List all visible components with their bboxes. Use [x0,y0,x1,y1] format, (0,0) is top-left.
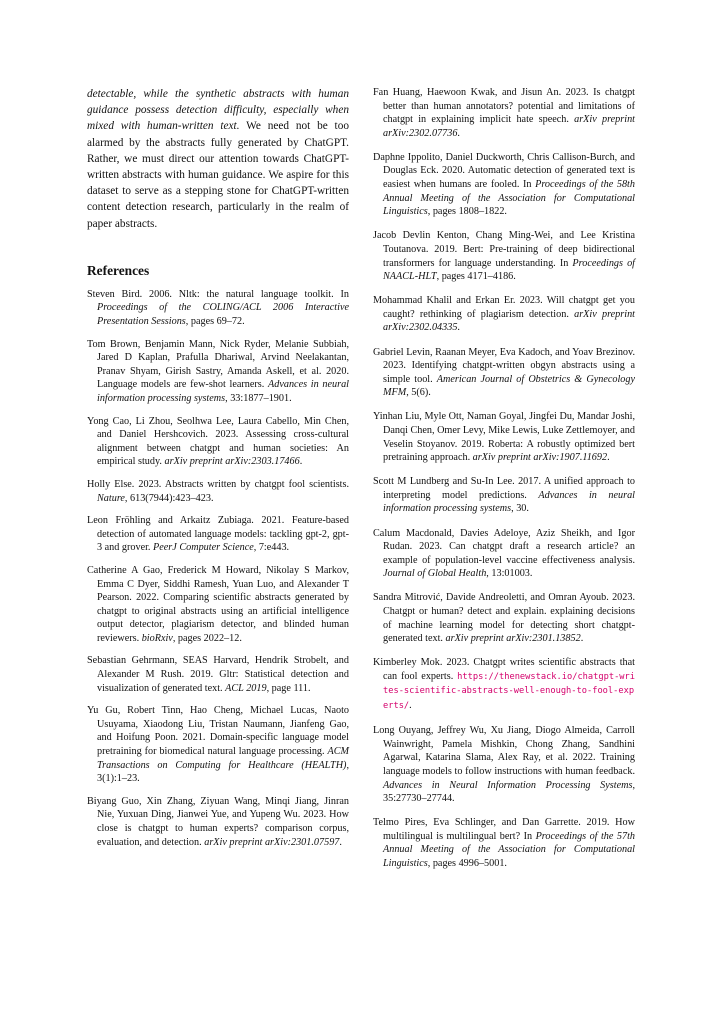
reference-venue: ACM Transactions on Computing for Healthcare (HEALTH) [97,746,349,771]
reference-entry [87,564,349,646]
reference-pages: , 13:01003. [486,568,533,580]
reference-venue: arXiv preprint arXiv:2303.17466 [164,456,300,468]
reference-authors-title: Sebastian Gehrmann, SEAS Harvard, Hendrik Strobelt, and Alexander M Rush. 2019. Gltr: Statistical detection and visualization of generated text. [87,655,349,694]
reference-authors-title: Calum Macdonald, Davies Adeloye, Aziz Sheikh, and Igor Rudan. 2023. Can chatgpt draft a research article? an example of population-level vaccine effectiveness analysis. [373,527,635,566]
conclusion-paragraph [87,86,349,232]
reference-venue: Proceedings of the COLING/ACL 2006 Interactive Presentation Sessions [97,302,349,328]
left-column [87,86,349,858]
reference-pages: . [409,700,412,712]
reference-pages: , 30. [511,503,529,515]
reference-venue: Advances in Neural Information Processing Systems [383,779,633,791]
reference-venue: ACL 2019 [225,682,267,694]
references-list-right [373,86,635,871]
reference-authors-title: Kimberley Mok. 2023. Chatgpt writes scientific abstracts that can fool experts. [373,657,635,682]
reference-pages: . [457,127,460,139]
reference-venue: arXiv preprint arXiv:1907.11692 [472,452,608,464]
reference-authors-title: Fan Huang, Haewoon Kwak, and Jisun An. 2023. Is chatgpt better than human annotators? potential and limitations of chatgpt in explaining implicit hate speech. [373,87,635,126]
reference-authors-title: Steven Bird. 2006. Nltk: the natural language toolkit. In [87,288,349,300]
reference-pages: , 33:1877–1901. [225,392,292,404]
reference-pages: . [607,452,610,464]
reference-authors-title: Mohammad Khalil and Erkan Er. 2023. Will chatgpt get you caught? rethinking of plagiarism detection. [373,295,635,320]
reference-authors-title: Jacob Devlin Kenton, Chang Ming-Wei, and Lee Kristina Toutanova. 2019. Bert: Pre-training of deep bidirectional transformers for language understanding. In [373,230,635,269]
reference-venue: arXiv preprint arXiv:2302.04335 [383,308,635,334]
reference-pages: , 613(7944):423–423. [124,492,214,504]
reference-entry [87,704,349,786]
reference-authors-title: Tom Brown, Benjamin Mann, Nick Ryder, Melanie Subbiah, Jared D Kaplan, Prafulla Dhariwal, Arvind Neelakantan, Pranav Shyam, Girish Sastry, Amanda Askell, et al. 2020. Language models are few-shot learners. [87,338,349,391]
reference-venue: Journal of Global Health [383,568,487,580]
reference-venue: Advances in neural information processing systems [97,379,349,404]
reference-entry [87,654,349,695]
reference-url-link[interactable]: https://thenewstack.io/chatgpt-writes-scientific-abstracts-well-enough-to-fool-experts/ [383,671,635,712]
reference-venue: Proceedings of NAACL-HLT [383,257,635,283]
conclusion-plain-text: We need not be too alarmed by the abstracts fully generated by ChatGPT. Rather, we must direct our attention towards ChatGPT-written abstracts with human guidance. We aspire for this dataset to serve as a stepping stone for ChatGPT-written content detection research, particularly in the realm of paper abstracts. [87,120,349,230]
reference-authors-title: Leon Fröhling and Arkaitz Zubiaga. 2021. Feature-based detection of automated language models: tackling gpt-2, gpt-3 and grover. [87,515,349,554]
reference-pages: . [339,836,342,848]
reference-pages: , pages 69–72. [185,316,245,328]
reference-entry [87,415,349,469]
reference-entry [373,816,635,870]
reference-pages: , page 111. [266,682,311,694]
reference-venue: arXiv preprint arXiv:2301.07597 [204,836,340,848]
reference-entry [373,346,635,400]
reference-authors-title: Biyang Guo, Xin Zhang, Ziyuan Wang, Minqi Jiang, Jinran Nie, Yuxuan Ding, Jianwei Yue, and Yupeng Wu. 2023. How close is chatgpt to human experts? comparison corpus, evaluation, and detection. [87,795,349,848]
reference-entry [373,410,635,464]
reference-venue: Proceedings of the 58th Annual Meeting of the Association for Computational Linguistics [383,179,635,218]
reference-entry [373,724,635,806]
reference-entry [373,527,635,581]
reference-venue: PeerJ Computer Science [153,542,254,554]
reference-pages: . [580,633,584,645]
reference-pages: , 7:e443. [253,542,290,554]
reference-pages: , 5(6). [406,387,431,399]
reference-entry [87,795,349,849]
conclusion-italic-text: detectable, while the synthetic abstracts with human guidance possess detection difficulty, especially when mixed with human-written text. [87,88,349,133]
reference-venue: Advances in neural information processing systems [383,489,635,515]
reference-authors-title: Telmo Pires, Eva Schlinger, and Dan Garrette. 2019. How multilingual is multilingual bert? In [373,817,635,842]
reference-venue: Nature [97,492,125,504]
reference-entry [87,288,349,329]
reference-authors-title: Daphne Ippolito, Daniel Duckworth, Chris Callison-Burch, and Douglas Eck. 2020. Automatic detection of generated text is easiest when humans are fooled. In [373,151,635,191]
reference-authors-title: Yu Gu, Robert Tinn, Hao Cheng, Michael Lucas, Naoto Usuyama, Xiaodong Liu, Tristan Naumann, Jianfeng Gao, and Hoifung Poon. 2021. Domain-specific language model pretraining for biomedical natural language processing. [87,705,349,758]
right-column [373,86,635,881]
reference-entry [87,514,349,555]
reference-entry [373,591,635,645]
reference-authors-title: Gabriel Levin, Raanan Meyer, Eva Kadoch, and Yoav Brezinov. 2023. Identifying chatgpt-written obgyn abstracts using a simple tool. [373,346,635,385]
reference-venue: bioRxiv [141,632,173,644]
references-list-left [87,288,349,849]
reference-venue: American Journal of Obstetrics & Gynecology MFM [383,373,635,399]
reference-authors-title: Yinhan Liu, Myle Ott, Naman Goyal, Jingfei Du, Mandar Joshi, Danqi Chen, Omer Levy, Mike Lewis, Luke Zettlemoyer, and Veselin Stoyanov. 2019. Roberta: A robustly optimized bert pretraining approach. [373,411,635,464]
reference-venue: arXiv preprint arXiv:2302.07736 [383,114,635,139]
reference-authors-title: Holly Else. 2023. Abstracts written by chatgpt fool scientists. [87,478,349,490]
reference-pages: , 3(1):1–23. [97,759,349,785]
reference-entry [373,151,635,219]
reference-authors-title: Catherine A Gao, Frederick M Howard, Nikolay S Markov, Emma C Dyer, Siddhi Ramesh, Yuan Luo, and Alexander T Pearson. 2022. Comparing scientific abstracts generated by chatgpt to original abstracts using an artificial intelligence output detector, plagiarism detector, and blinded human reviewers. [87,564,349,644]
reference-entry [373,229,635,283]
reference-entry [373,475,635,516]
reference-entry [373,294,635,335]
reference-entry [373,86,635,140]
reference-authors-title: Yong Cao, Li Zhou, Seolhwa Lee, Laura Cabello, Min Chen, and Daniel Hershcovich. 2023. Assessing cross-cultural alignment between chatgpt and human societies: An empirical study. [87,415,349,468]
reference-entry [87,338,349,406]
reference-pages: , pages 2022–12. [172,632,242,644]
reference-pages: , 35:27730–27744. [383,779,635,805]
references-heading: References [87,262,150,278]
reference-venue: Proceedings of the 57th Annual Meeting of the Association for Computational Linguistics [383,830,635,869]
reference-pages: , pages 4171–4186. [436,271,516,283]
reference-authors-title: Long Ouyang, Jeffrey Wu, Xu Jiang, Diogo Almeida, Carroll Wainwright, Pamela Mishkin, Chong Zhang, Sandhini Agarwal, Katarina Slama, Alex Ray, et al. 2022. Training language models to follow instructions with human feedback. [373,725,635,777]
reference-pages: . [299,456,303,468]
reference-authors-title: Scott M Lundberg and Su-In Lee. 2017. A unified approach to interpreting model predictions. [373,476,635,501]
reference-pages: . [457,322,460,334]
reference-pages: , pages 4996–5001. [427,858,507,869]
reference-authors-title: Sandra Mitrović, Davide Andreoletti, and Omran Ayoub. 2023. Chatgpt or human? detect and explain. explaining decisions of machine learning model for detecting short chatgpt-generated text. [373,592,635,645]
reference-pages: , pages 1808–1822. [427,206,507,218]
reference-venue: arXiv preprint arXiv:2301.13852 [445,633,581,645]
reference-entry [373,656,635,713]
reference-entry [87,478,349,505]
